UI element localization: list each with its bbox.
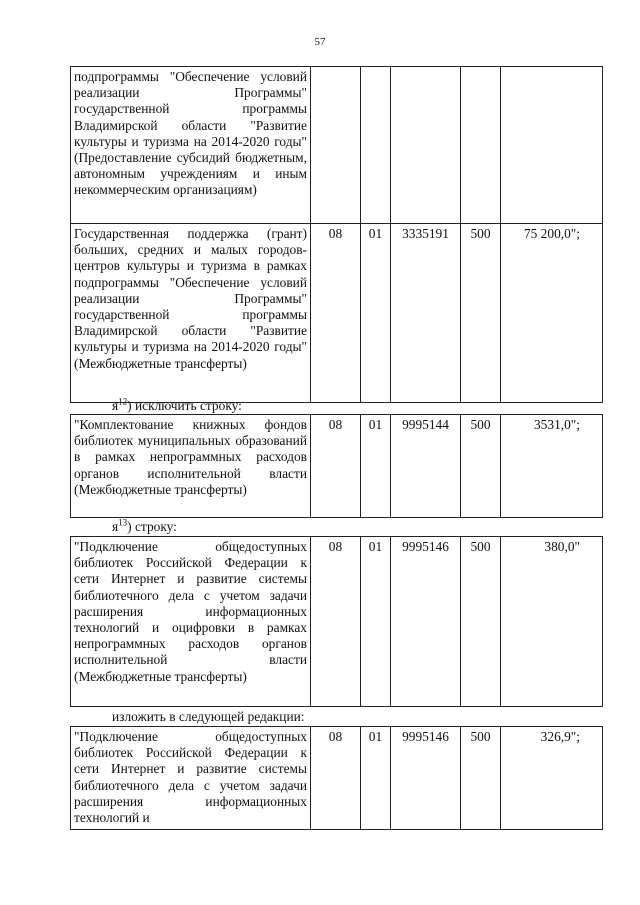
note-text: изложить в следующей редакции:	[112, 709, 305, 724]
section-code: 08	[311, 415, 361, 518]
subsection-code: 01	[361, 537, 391, 707]
target-article-code: 3335191	[391, 224, 461, 403]
expense-type-code	[461, 67, 501, 224]
amount: 75 200,0";	[501, 224, 603, 403]
subsection-code	[361, 67, 391, 224]
amount: 380,0"	[501, 537, 603, 707]
target-article-code: 9995146	[391, 537, 461, 707]
section-code: 08	[311, 727, 361, 830]
table-row	[71, 224, 603, 403]
subsection-code: 01	[361, 727, 391, 830]
section-code	[311, 67, 361, 224]
note-index: 12	[118, 396, 128, 407]
note-text: ) строку:	[127, 519, 177, 534]
table-row	[71, 67, 603, 224]
row-description: "Подключение общедоступных библиотек Российской Федерации к сети Интернет и развитие системы библиотечного дела с учетом задачи расширения информационных технологий и оцифровки в рамках непрограммных расходов органов исполнительной власти (Межбюджетные трансферты)	[71, 537, 311, 707]
table-row	[71, 727, 603, 830]
note-index: 13	[118, 517, 128, 528]
section-code: 08	[311, 537, 361, 707]
subsection-code: 01	[361, 224, 391, 403]
amount	[501, 67, 603, 224]
instruction-exclude-row	[0, 398, 640, 414]
row-description: Государственная поддержка (грант) больших, средних и малых городов-центров культуры и туризма в рамках подпрограммы "Обеспечение условий реализации Программы" государственной программы Владимирской области "Развитие культуры и туризма на 2014-2020 годы" (Межбюджетные трансферты)	[71, 224, 311, 403]
page-number: 57	[314, 36, 326, 48]
note-prefix: я	[112, 519, 119, 534]
table-row	[71, 537, 603, 707]
target-article-code: 9995146	[391, 727, 461, 830]
expense-type-code: 500	[461, 537, 501, 707]
note-prefix: я	[112, 398, 119, 413]
note-text: ) исключить строку:	[127, 398, 242, 413]
target-article-code: 9995144	[391, 415, 461, 518]
amount: 326,9";	[501, 727, 603, 830]
subsection-code: 01	[361, 415, 391, 518]
amount: 3531,0";	[501, 415, 603, 518]
row-description: подпрограммы "Обеспечение условий реализации Программы" государственной программы Владимирской области "Развитие культуры и туризма на 2014-2020 годы" (Предоставление субсидий бюджетным, автономным учреждениям и иным некоммерческим организациям)	[71, 67, 311, 224]
expense-type-code: 500	[461, 224, 501, 403]
instruction-row-ref	[0, 519, 640, 535]
row-description: "Подключение общедоступных библиотек Российской Федерации к сети Интернет и развитие системы библиотечного дела с учетом задачи расширения информационных технологий и	[71, 727, 311, 830]
budget-table-4	[70, 726, 603, 830]
instruction-new-edition	[0, 709, 640, 725]
row-description: "Комплектование книжных фондов библиотек муниципальных образований в рамках непрограммных расходов органов исполнительной власти (Межбюджетные трансферты)	[71, 415, 311, 518]
table-row	[71, 415, 603, 518]
expense-type-code: 500	[461, 415, 501, 518]
target-article-code	[391, 67, 461, 224]
budget-table-1	[70, 66, 603, 403]
section-code: 08	[311, 224, 361, 403]
expense-type-code: 500	[461, 727, 501, 830]
budget-table-2	[70, 414, 603, 518]
budget-table-3	[70, 536, 603, 707]
